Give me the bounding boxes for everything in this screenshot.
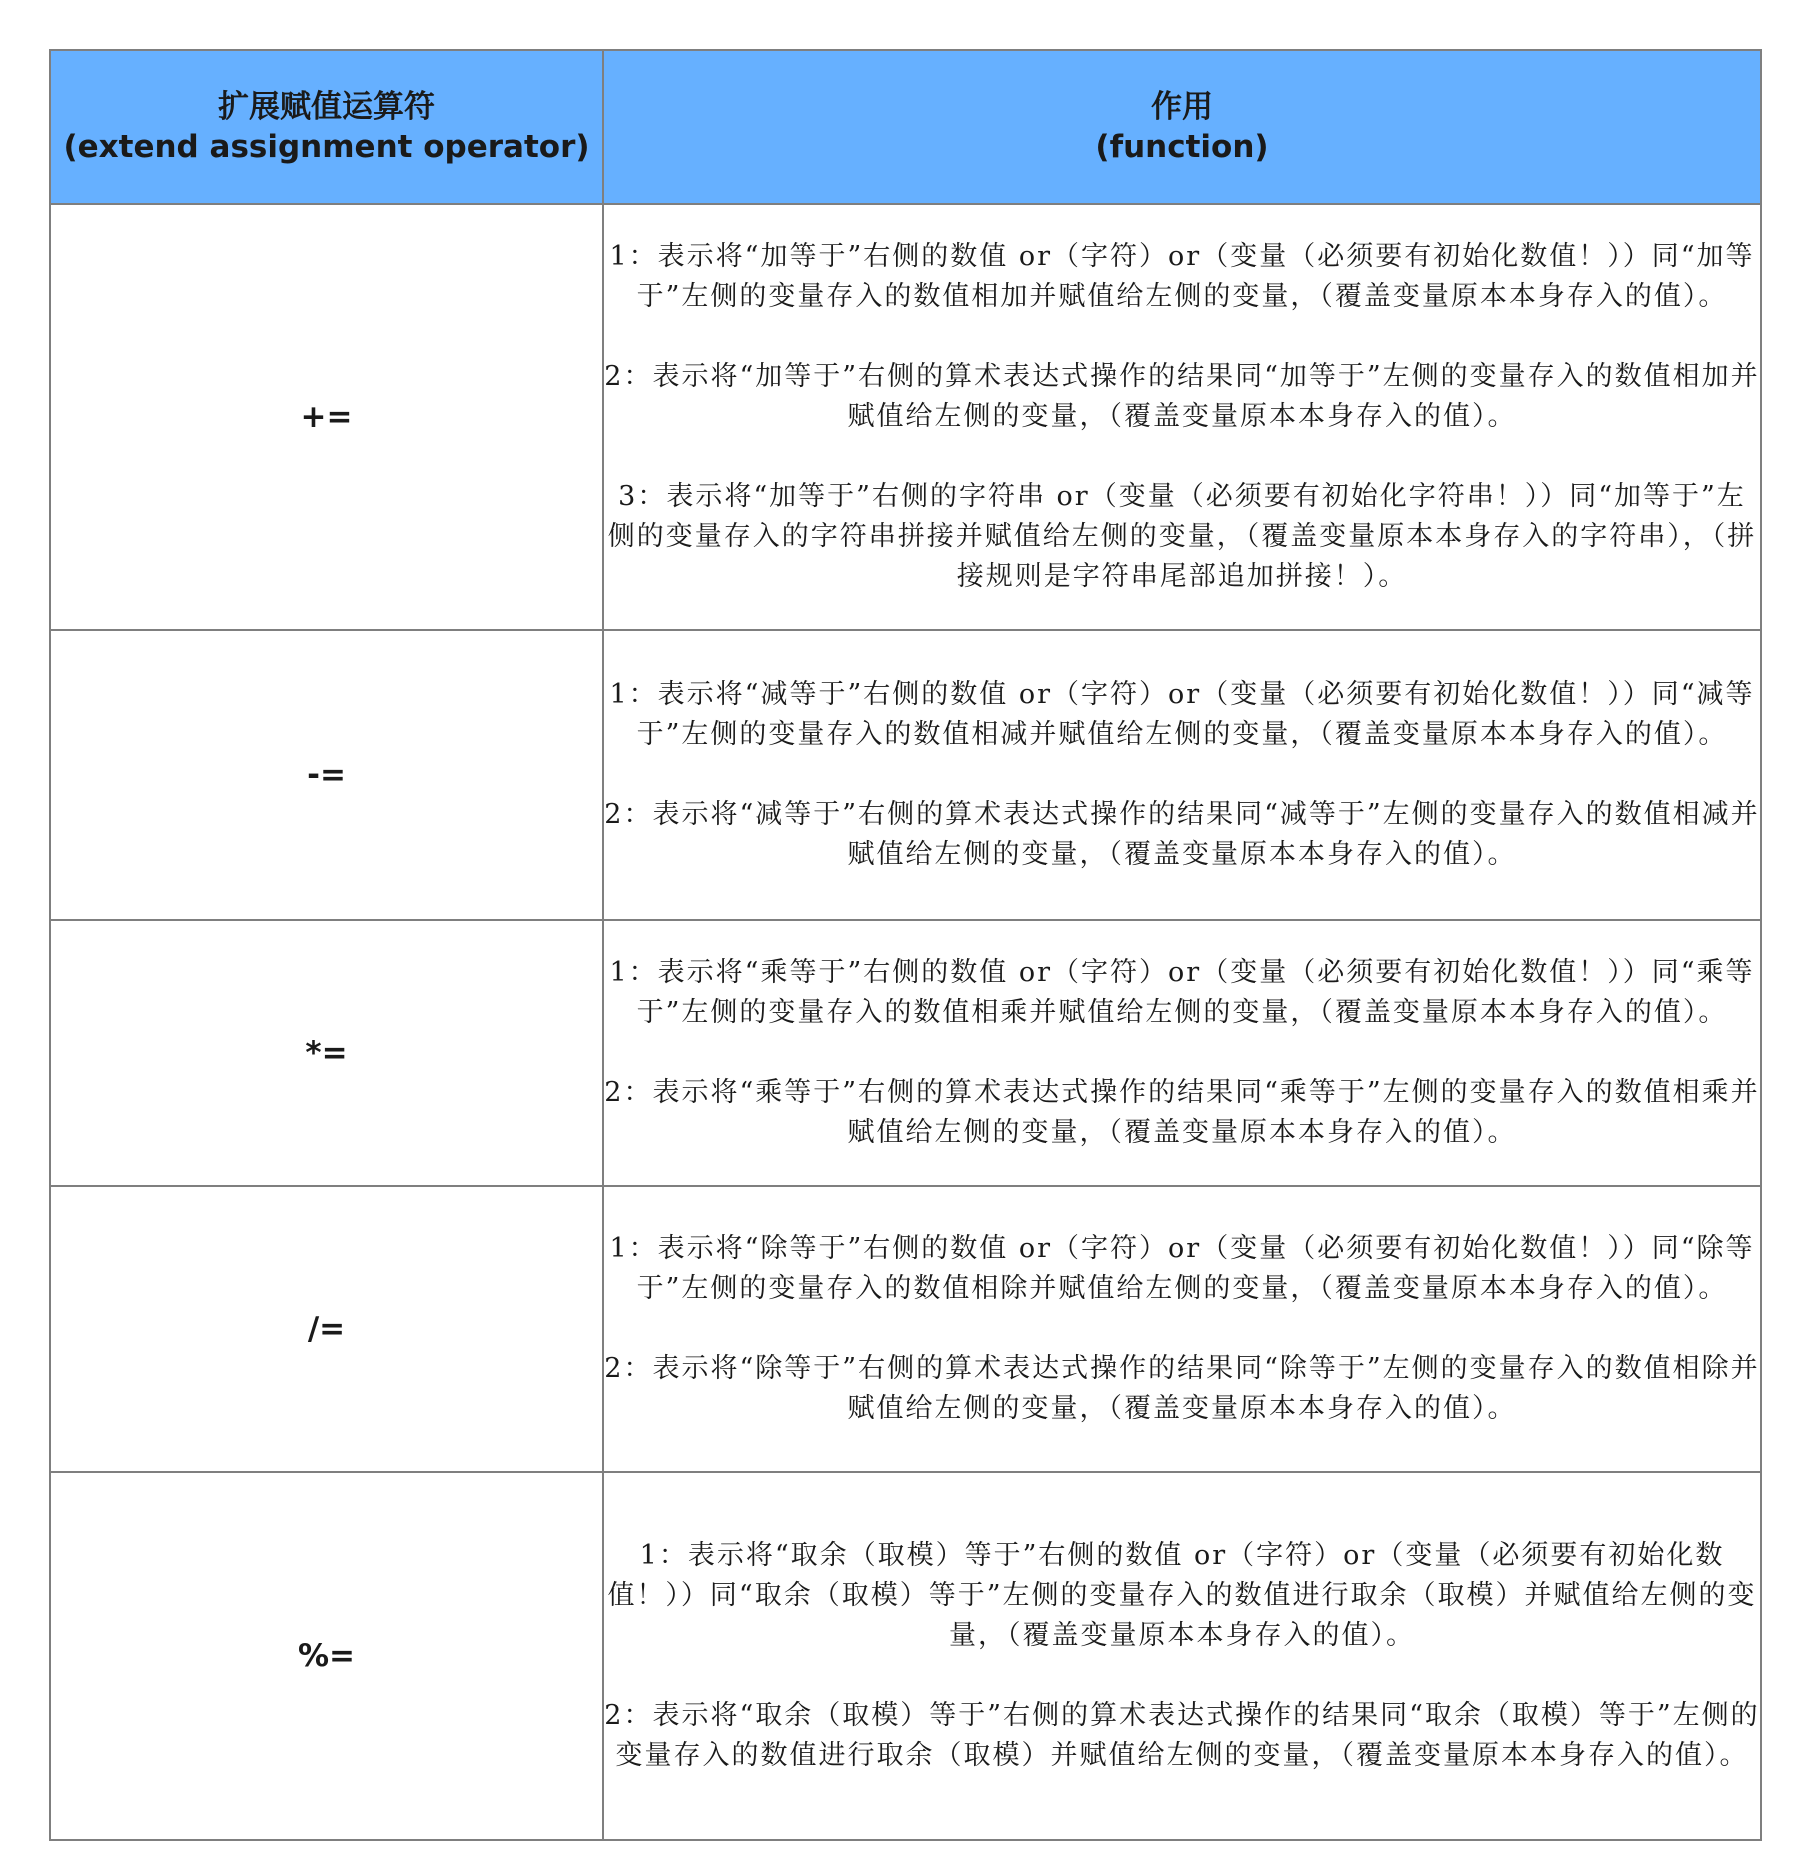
header-operator-subtitle: (extend assignment operator) bbox=[63, 129, 590, 165]
description-paragraph: 2：表示将“除等于”右侧的算术表达式操作的结果同“除等于”左侧的变量存入的数值相除并赋值给左侧的变量，（覆盖变量原本本身存入的值）。 bbox=[604, 1353, 1760, 1424]
description-paragraph: 2：表示将“减等于”右侧的算术表达式操作的结果同“减等于”左侧的变量存入的数值相减并赋值给左侧的变量，（覆盖变量原本本身存入的值）。 bbox=[604, 799, 1760, 870]
function-cell bbox=[603, 630, 1761, 920]
header-function bbox=[603, 50, 1761, 204]
operator-cell: /= bbox=[50, 1186, 603, 1472]
header-operator-title: 扩展赋值运算符 bbox=[218, 89, 435, 125]
table-row bbox=[50, 204, 1761, 630]
description-paragraph: 2：表示将“乘等于”右侧的算术表达式操作的结果同“乘等于”左侧的变量存入的数值相乘并赋值给左侧的变量，（覆盖变量原本本身存入的值）。 bbox=[604, 1077, 1760, 1148]
description-paragraph: 1：表示将“加等于”右侧的数值 or（字符）or（变量（必须要有初始化数值！））同“加等于”左侧的变量存入的数值相加并赋值给左侧的变量，（覆盖变量原本本身存入的值）。 bbox=[609, 241, 1755, 312]
table-header-row bbox=[50, 50, 1761, 204]
description-paragraph: 1：表示将“减等于”右侧的数值 or（字符）or（变量（必须要有初始化数值！））同“减等于”左侧的变量存入的数值相减并赋值给左侧的变量，（覆盖变量原本本身存入的值）。 bbox=[609, 679, 1755, 750]
operator-cell: %= bbox=[50, 1472, 603, 1840]
description-paragraph: 2：表示将“取余（取模）等于”右侧的算术表达式操作的结果同“取余（取模）等于”左侧的变量存入的数值进行取余（取模）并赋值给左侧的变量，（覆盖变量原本本身存入的值）。 bbox=[604, 1700, 1760, 1771]
assignment-operators-table bbox=[49, 49, 1762, 1841]
description-paragraph: 2：表示将“加等于”右侧的算术表达式操作的结果同“加等于”左侧的变量存入的数值相加并赋值给左侧的变量，（覆盖变量原本本身存入的值）。 bbox=[604, 361, 1760, 432]
table-row bbox=[50, 1186, 1761, 1472]
operator-cell: -= bbox=[50, 630, 603, 920]
table-row bbox=[50, 1472, 1761, 1840]
description-paragraph: 1：表示将“取余（取模）等于”右侧的数值 or（字符）or（变量（必须要有初始化数值！））同“取余（取模）等于”左侧的变量存入的数值进行取余（取模）并赋值给左侧的变量，（覆盖变量原本本身存入的值）。 bbox=[607, 1540, 1757, 1651]
header-operator bbox=[50, 50, 603, 204]
function-cell bbox=[603, 204, 1761, 630]
description-paragraph: 1：表示将“乘等于”右侧的数值 or（字符）or（变量（必须要有初始化数值！））同“乘等于”左侧的变量存入的数值相乘并赋值给左侧的变量，（覆盖变量原本本身存入的值）。 bbox=[609, 957, 1755, 1028]
operator-cell: += bbox=[50, 204, 603, 630]
function-cell bbox=[603, 1186, 1761, 1472]
operator-cell: *= bbox=[50, 920, 603, 1186]
table-row bbox=[50, 630, 1761, 920]
description-paragraph: 1：表示将“除等于”右侧的数值 or（字符）or（变量（必须要有初始化数值！））同“除等于”左侧的变量存入的数值相除并赋值给左侧的变量，（覆盖变量原本本身存入的值）。 bbox=[609, 1233, 1755, 1304]
table-row bbox=[50, 920, 1761, 1186]
header-function-subtitle: (function) bbox=[1095, 129, 1269, 165]
header-function-title: 作用 bbox=[1151, 89, 1213, 125]
description-paragraph: 3：表示将“加等于”右侧的字符串 or（变量（必须要有初始化字符串！））同“加等于”左侧的变量存入的字符串拼接并赋值给左侧的变量，（覆盖变量原本本身存入的字符串），（拼接规则是字符串尾部追加拼接！）。 bbox=[607, 481, 1757, 592]
function-cell bbox=[603, 1472, 1761, 1840]
function-cell bbox=[603, 920, 1761, 1186]
